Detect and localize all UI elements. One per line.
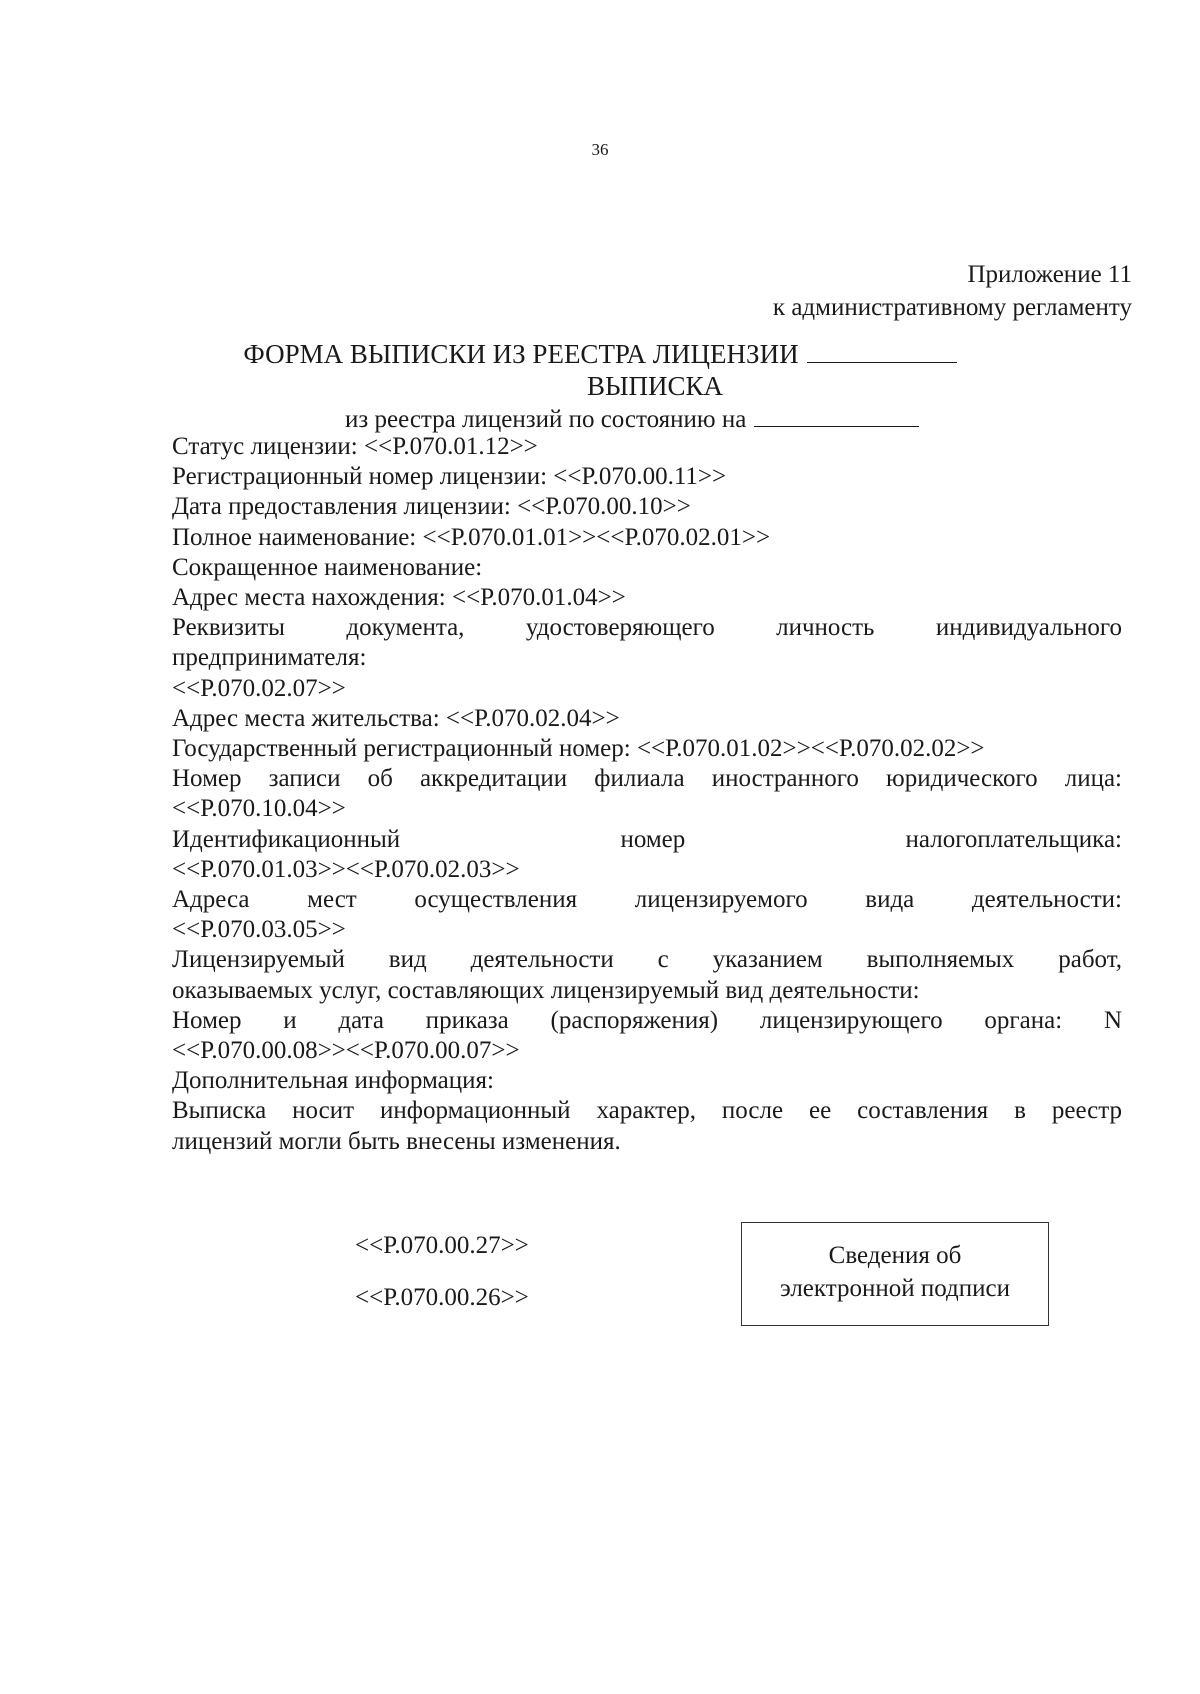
page-number: 36 [591, 140, 609, 159]
field-issue-date: Дата предоставления лицензии: <<P.070.00.10>> [172, 493, 691, 521]
appendix-line-1: Приложение 11 [967, 261, 1132, 288]
form-title-text: ФОРМА ВЫПИСКИ ИЗ РЕЕСТРА ЛИЦЕНЗИИ [243, 339, 799, 369]
field-taxpayer-id: Идентификационный номер налогоплательщика: [172, 825, 1122, 853]
field-full-name: Полное наименование: <<P.070.01.01>><<P.070.02.01>> [172, 523, 771, 551]
field-activity-addresses-code: <<P.070.03.05>> [172, 916, 346, 944]
form-title [0, 338, 1200, 371]
field-id-document: Реквизиты документа, удостоверяющего личность индивидуального [172, 614, 1122, 642]
signature-info-box [741, 1222, 1049, 1326]
signature-box-line-1: Сведения об [828, 1242, 962, 1269]
registry-state-line [345, 405, 919, 435]
license-fields [172, 432, 1122, 1157]
appendix-note [773, 258, 1132, 324]
field-residence-address: Адрес места жительства: <<P.070.02.04>> [172, 704, 620, 732]
document-heading: ВЫПИСКА [586, 371, 724, 401]
field-short-name: Сокращенное наименование: [172, 553, 483, 581]
field-order-code: <<P.070.00.08>><<P.070.00.07>> [172, 1037, 520, 1065]
field-activity-addresses: Адреса мест осуществления лицензируемого вида деятельности: [172, 886, 1122, 914]
field-id-document-code: <<P.070.02.07>> [172, 674, 346, 702]
field-id-document-cont: предпринимателя: [172, 644, 367, 672]
field-status: Статус лицензии: <<P.070.01.12>> [172, 433, 538, 460]
field-licensed-activity-cont: оказываемых услуг, составляющих лицензируемый вид деятельности: [172, 976, 920, 1004]
signature-code-2: <<P.070.00.26>> [355, 1284, 529, 1311]
field-order: Номер и дата приказа (распоряжения) лицензирующего органа: N [172, 1006, 1122, 1034]
title-blank-line [807, 340, 957, 363]
field-taxpayer-id-code: <<P.070.01.03>><<P.070.02.03>> [172, 855, 520, 883]
appendix-line-2: к административному регламенту [772, 294, 1132, 321]
field-reg-number: Регистрационный номер лицензии: <<P.070.00.11>> [172, 463, 727, 491]
field-licensed-activity: Лицензируемый вид деятельности с указанием выполняемых работ, [172, 946, 1122, 974]
signature-code-1: <<P.070.00.27>> [355, 1232, 529, 1259]
field-location-address: Адрес места нахождения: <<P.070.01.04>> [172, 584, 626, 612]
field-accreditation-code: <<P.070.10.04>> [172, 795, 346, 823]
field-additional-info: Дополнительная информация: [172, 1067, 494, 1095]
disclaimer-line-1: Выписка носит информационный характер, после ее составления в реестр [172, 1097, 1122, 1125]
registry-state-text: из реестра лицензий по состоянию на [345, 406, 747, 433]
disclaimer-line-2: лицензий могли быть внесены изменения. [172, 1127, 621, 1155]
signature-box-line-2: электронной подписи [780, 1275, 1010, 1302]
field-accreditation: Номер записи об аккредитации филиала иностранного юридического лица: [172, 765, 1122, 793]
field-state-reg-number: Государственный регистрационный номер: <<P.070.01.02>><<P.070.02.02>> [172, 735, 985, 763]
date-blank-line [754, 408, 919, 427]
